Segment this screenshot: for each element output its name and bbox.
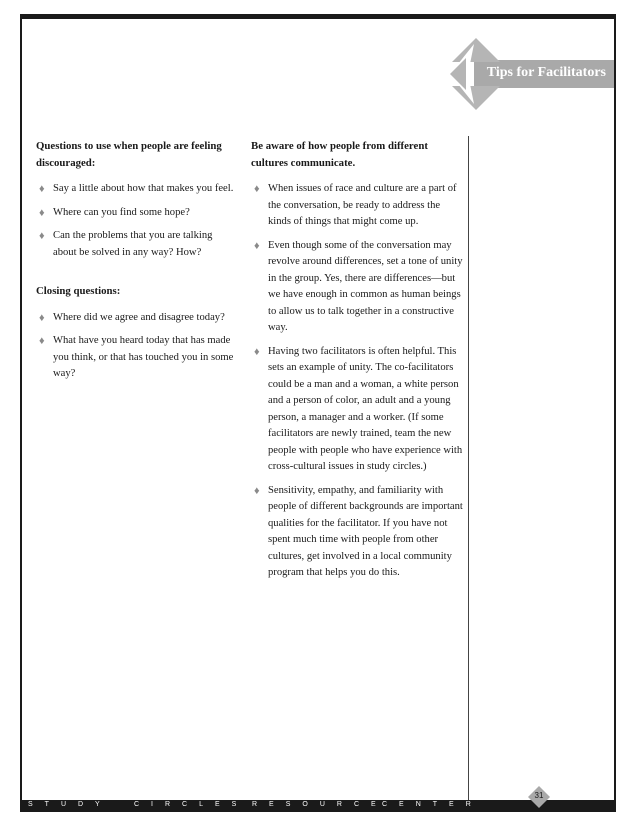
list-item: ♦ Can the problems that you are talking about be solved in any way? How? [39,230,213,258]
list-item: ♦ Even though some of the conversation may revolve around differences, set a tone of unity in the group. Yes, there are differences—but we have enough in common as human beings to allow us to talk together in a constructive way. [254,239,463,333]
left-frame-rule [20,14,22,800]
footer-word: CIRCLES [134,801,249,808]
diamond-bullet-icon: ♦ [39,335,45,347]
footer-word: STUDY [28,801,112,808]
diamond-bullet-icon: ♦ [254,345,260,358]
diamond-bullet-icon: ♦ [39,311,45,324]
footer-bar [20,800,616,812]
right-column [251,138,463,589]
top-rule [20,14,616,19]
diamond-bullet-icon: ♦ [254,484,260,497]
diamond-ornament-icon [444,38,508,110]
closing-list [36,310,236,383]
cultures-list [251,181,463,582]
left-column [36,138,236,390]
diamond-bullet-icon: ♦ [39,183,45,195]
page-number: 31 [534,791,544,800]
footer-word: RESOURCE [252,801,388,808]
closing-heading: Closing questions: [36,285,121,297]
discouraged-list [36,181,236,261]
list-item: ♦ Having two facilitators is often helpful. This sets an example of unity. The co-facilitators could be a man and a woman, a white person and a person of color, an adult and a young person, a manager and a worker. (If some facilitators are newly trained, team the new people with people who have experience with cross-cultural issues in study circles.) [254,345,463,472]
diamond-bullet-icon: ♦ [254,239,260,252]
discouraged-heading: Questions to use when people are feeling discouraged: [36,140,222,169]
diamond-bullet-icon: ♦ [254,183,260,195]
list-item: ♦ What have you heard today that has made you think, or that has touched you in some way? [39,335,234,379]
list-item: ♦ Where did we agree and disagree today? [36,310,236,327]
right-frame-rule [614,14,616,800]
list-item: ♦ Where can you find some hope? [36,205,236,222]
list-item: ♦ Sensitivity, empathy, and familiarity with people of different backgrounds are important qualities for the facilitator. If you have not spent much time with people from other cultures, get involved in a local community program that helps you do this. [254,484,463,578]
page-number-badge [528,786,550,808]
diamond-bullet-icon: ♦ [39,230,45,242]
list-item: ♦ Say a little about how that makes you feel. [36,181,236,198]
column-divider [468,136,469,800]
section-title: Tips for Facilitators [486,65,606,80]
diamond-bullet-icon: ♦ [39,206,45,219]
footer-word: CENTER [382,801,483,808]
list-item: ♦ When issues of race and culture are a part of the conversation, be ready to address the kinds of things that might come up. [254,183,457,227]
cultures-heading: Be aware of how people from different cultures communicate. [251,140,428,169]
